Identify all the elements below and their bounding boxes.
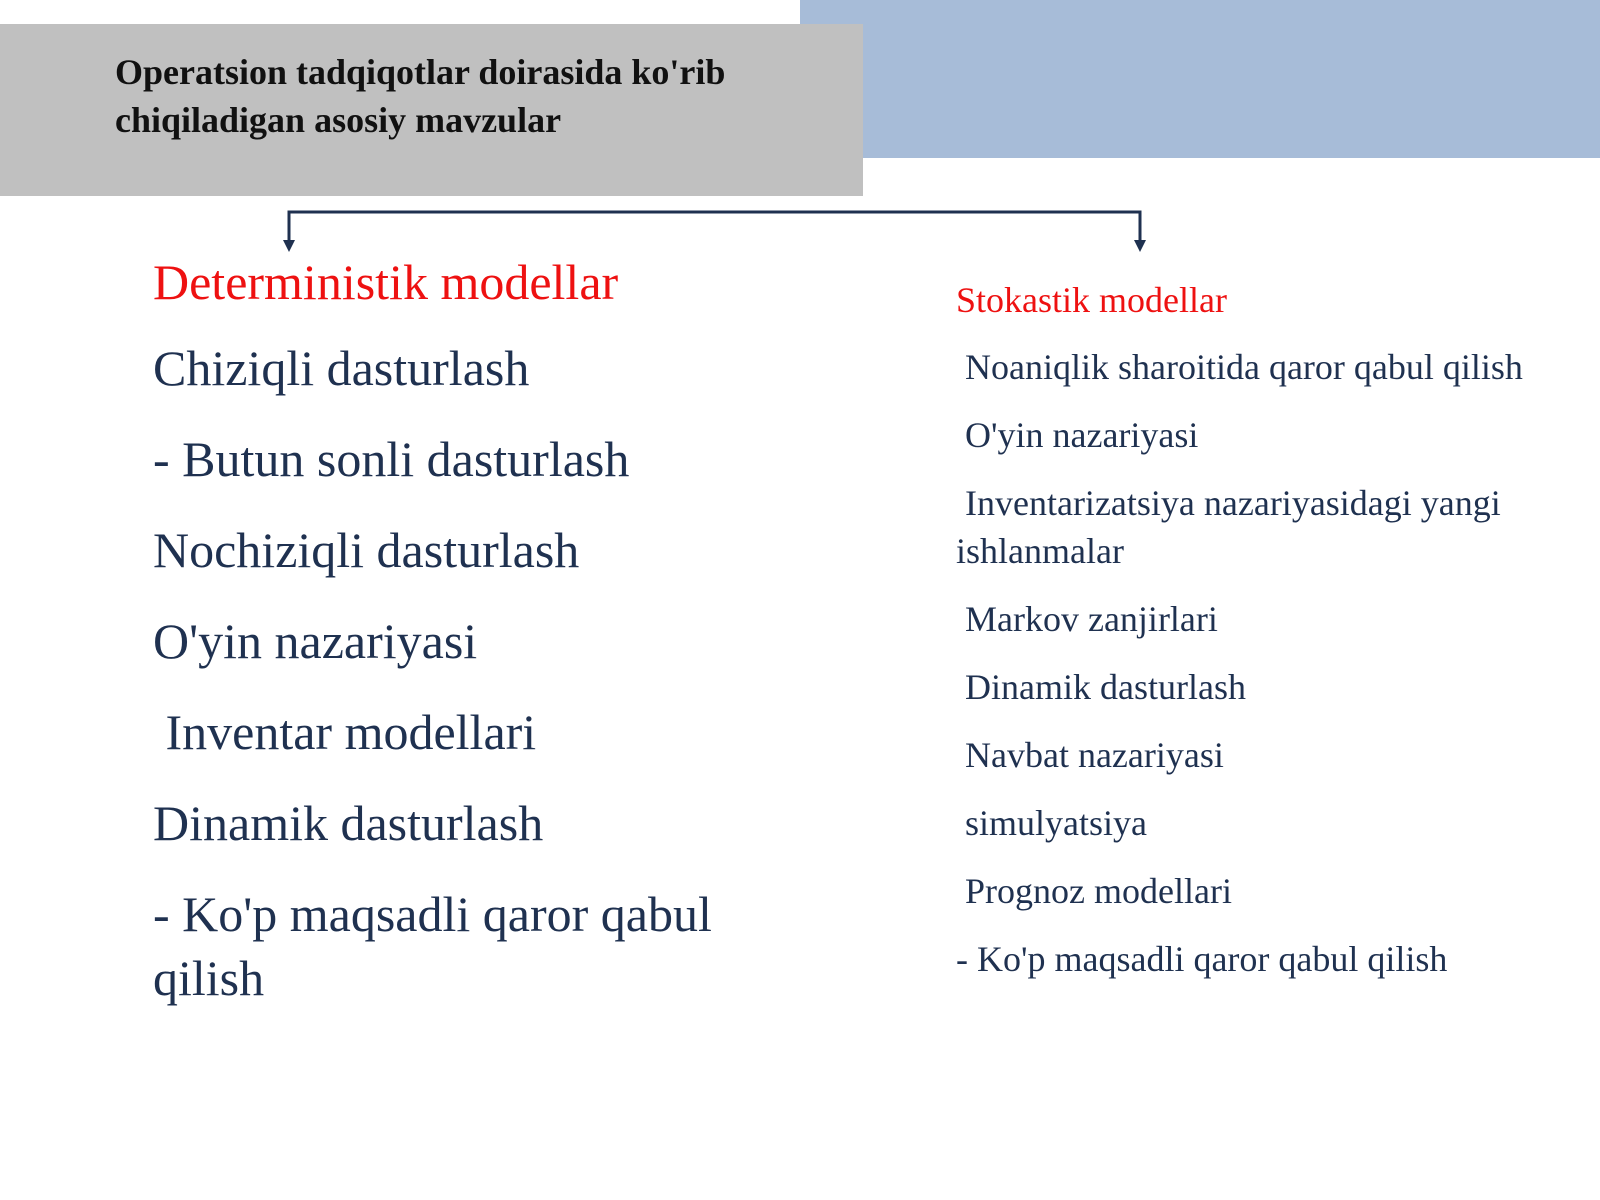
connector-line xyxy=(289,212,1140,242)
stochastic-column xyxy=(956,277,1576,1003)
deterministic-item: Chiziqli dasturlash xyxy=(153,340,530,396)
stochastic-item: simulyatsiya xyxy=(956,803,1147,843)
stochastic-item: Navbat nazariyasi xyxy=(956,735,1224,775)
stochastic-item: Dinamik dasturlash xyxy=(956,667,1246,707)
deterministic-item: - Ko'p maqsadli qaror qabul qilish xyxy=(153,886,725,1006)
deterministic-item: Dinamik dasturlash xyxy=(153,795,544,851)
slide-title: Operatsion tadqiqotlar doirasida ko'rib chiqiladigan asosiy mavzular xyxy=(115,52,726,140)
deterministic-item: Nochiziqli dasturlash xyxy=(153,522,580,578)
deterministic-item: Inventar modellari xyxy=(153,704,537,760)
stochastic-item: Inventarizatsiya nazariyasidagi yangi ishlanmalar xyxy=(956,483,1510,571)
stochastic-item: Noaniqlik sharoitida qaror qabul qilish xyxy=(956,347,1523,387)
stochastic-item: - Ko'p maqsadli qaror qabul qilish xyxy=(956,939,1448,979)
deterministic-heading: Deterministik modellar xyxy=(153,254,619,310)
arrow-right-icon xyxy=(1134,240,1146,252)
deterministic-item: - Butun sonli dasturlash xyxy=(153,431,630,487)
stochastic-item: Markov zanjirlari xyxy=(956,599,1218,639)
deterministic-item: O'yin nazariyasi xyxy=(153,613,478,669)
stochastic-item: O'yin nazariyasi xyxy=(956,415,1199,455)
deterministic-column xyxy=(153,246,833,1037)
stochastic-heading: Stokastik modellar xyxy=(956,280,1227,320)
stochastic-item: Prognoz modellari xyxy=(956,871,1232,911)
branch-connector xyxy=(0,0,1600,260)
